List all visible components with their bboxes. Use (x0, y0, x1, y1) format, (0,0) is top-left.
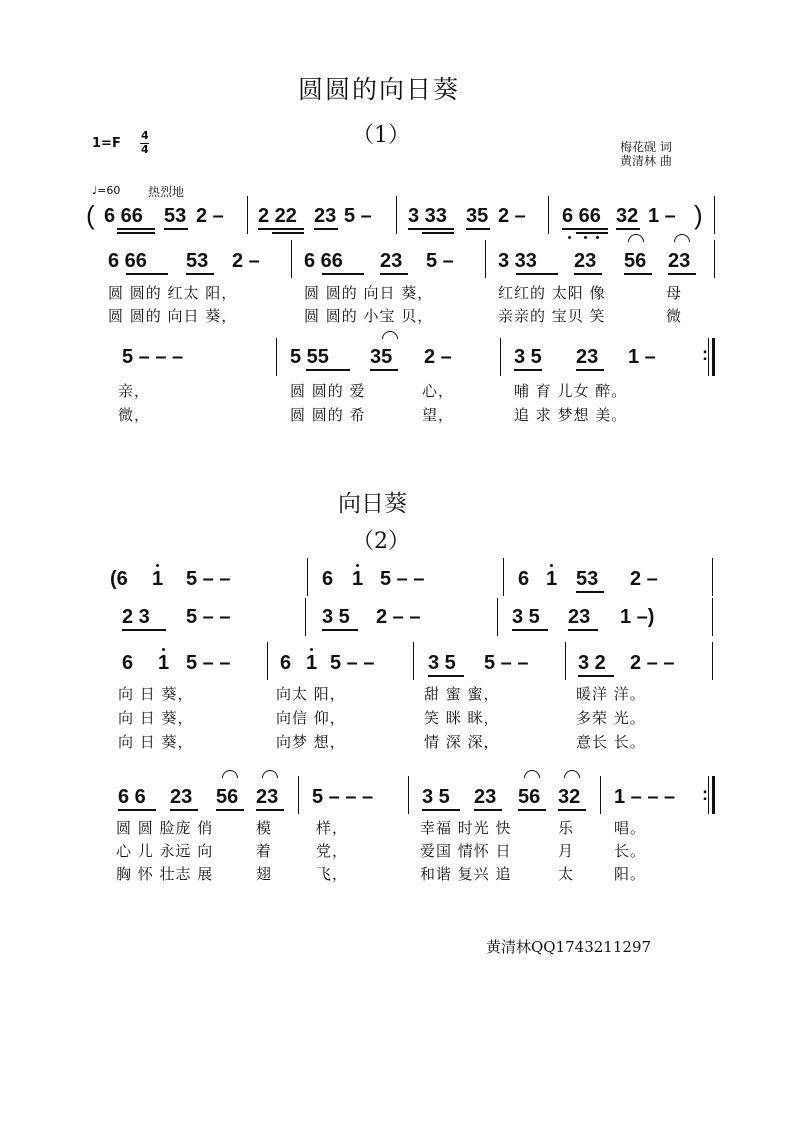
lyric-line: 微 (666, 307, 683, 325)
bar-line (708, 338, 709, 376)
slur-mark (674, 234, 690, 242)
beam-underline (170, 809, 198, 811)
beam-underline (370, 369, 398, 371)
note-group: 53 (186, 250, 209, 272)
note-group: 2 – (424, 346, 452, 368)
bar-line (712, 598, 713, 636)
note-group: 6 (322, 568, 334, 590)
lyric-line: 亲亲的 宝贝 笑 (498, 307, 606, 325)
expression-marking: 热烈地 (148, 185, 185, 199)
lyric-line: 月 (558, 842, 575, 860)
beam-underline (668, 273, 696, 275)
bar-line (408, 776, 409, 814)
slur-mark (524, 770, 540, 778)
lyric-line: 长。 (614, 842, 647, 860)
note-group: 5 – – – (122, 346, 184, 368)
final-bar-line (712, 338, 715, 376)
intro-open-paren: ( (86, 200, 95, 230)
lyric-line: 母 (666, 284, 683, 302)
note-group: 5 – – (330, 652, 375, 674)
lyric-line: 向梦 想， (276, 733, 346, 751)
note-group: 56 (624, 250, 647, 272)
lyric-line: 样， (316, 819, 349, 837)
part-1-label: （1） (352, 123, 410, 148)
note-group: 23 (170, 786, 193, 808)
lyric-line: 翅 (256, 865, 273, 883)
bar-line (600, 776, 601, 814)
repeat-dots: : (702, 344, 708, 364)
note-group: (6 (110, 568, 128, 590)
note-group: 56 (216, 786, 239, 808)
note-group: 3 33 (498, 250, 537, 272)
lyric-line: 哺 育 儿女 醉。 (514, 382, 628, 400)
note-group: 5 – – (484, 652, 529, 674)
slur-mark (564, 770, 580, 778)
beam-underline (117, 228, 155, 230)
high-octave-dot (156, 564, 159, 567)
part-2-label: （2） (352, 529, 410, 554)
beam-underline (216, 809, 244, 811)
beam-underline (256, 809, 284, 811)
note-group: 3 33 (408, 205, 447, 227)
note-group: 1 – – – (614, 786, 676, 808)
lyric-line: 心， (422, 382, 455, 400)
slur-mark (628, 234, 644, 242)
note-group: 6 66 (104, 205, 143, 227)
high-octave-dot (310, 648, 313, 651)
note-group: 6 6 (118, 786, 146, 808)
note-group: 53 (164, 205, 187, 227)
beam-underline (514, 369, 542, 371)
bar-line (714, 196, 715, 234)
lyric-line: 多荣 光。 (576, 709, 646, 727)
low-octave-dot (584, 236, 587, 239)
beam-underline (428, 675, 464, 677)
note-group: 1 – (628, 346, 656, 368)
beam-underline (422, 809, 460, 811)
time-signature-bottom: 4 (141, 143, 149, 156)
beam-underline (408, 228, 454, 230)
beam-underline (624, 273, 652, 275)
note-group: 3 5 (514, 346, 542, 368)
bar-line (503, 558, 504, 596)
note-group: 2 – (630, 568, 658, 590)
note-group: 2 – (232, 250, 260, 272)
lyric-line: 圆 圆的 向日 葵， (108, 307, 238, 325)
high-octave-dot (356, 564, 359, 567)
low-octave-dot (568, 236, 571, 239)
note-group: 2 – – (376, 606, 421, 628)
lyric-line: 向信 仰， (276, 709, 346, 727)
note-group: 3 5 (428, 652, 456, 674)
note-group: 5 – (426, 250, 454, 272)
lyric-line: 幸福 时光 快 (420, 819, 512, 837)
note-group: 53 (576, 568, 599, 590)
beam-underline (568, 629, 598, 631)
beam-underline (422, 232, 454, 234)
note-group: 1 (152, 568, 164, 590)
bar-line (565, 642, 566, 680)
note-group: 5 – (344, 205, 372, 227)
note-group: 23 (568, 606, 591, 628)
lyric-line: 模 (256, 819, 273, 837)
beam-underline (516, 273, 558, 275)
bar-line (497, 598, 498, 636)
lyric-line: 意长 长。 (576, 733, 646, 751)
lyric-line: 圆 圆的 红太 阳， (108, 284, 238, 302)
composer-credit: 黄清林 曲 (620, 154, 672, 168)
note-group: 6 (518, 568, 530, 590)
lyric-line: 阳。 (614, 865, 647, 883)
lyric-line: 爱国 情怀 日 (420, 842, 512, 860)
beam-underline (126, 273, 168, 275)
lyric-line: 情 深 深， (424, 733, 500, 751)
note-group: 6 66 (562, 205, 601, 227)
bar-line (708, 776, 709, 814)
lyric-line: 乐 (558, 819, 575, 837)
bar-line (712, 558, 713, 596)
lyric-line: 追 求 梦想 美。 (514, 406, 628, 424)
beam-underline (314, 228, 338, 230)
high-octave-dot (550, 564, 553, 567)
note-group: 6 66 (108, 250, 147, 272)
note-group: 1 (352, 568, 364, 590)
note-group: 5 – – (186, 606, 231, 628)
note-group: 23 (574, 250, 597, 272)
beam-underline (122, 629, 166, 631)
beam-underline (574, 273, 602, 275)
key-signature: 1=F (92, 136, 121, 151)
slur-mark (262, 770, 278, 778)
note-group: 1 (158, 652, 170, 674)
note-group: 1 – (648, 205, 676, 227)
bar-line (298, 776, 299, 814)
note-group: 6 (280, 652, 292, 674)
bar-line (500, 338, 501, 376)
lyric-line: 圆 圆的 向日 葵， (304, 284, 434, 302)
slur-mark (382, 331, 398, 339)
note-group: 5 – – (380, 568, 425, 590)
bar-line (305, 598, 306, 636)
note-group: 5 55 (290, 346, 329, 368)
lyric-line: 向太 阳， (276, 685, 346, 703)
note-group: 5 – – (186, 652, 231, 674)
note-group: 23 (380, 250, 403, 272)
intro-close-paren: ) (694, 200, 703, 230)
note-group: 3 5 (322, 606, 350, 628)
note-group: 2 22 (258, 205, 297, 227)
note-group: 6 (122, 652, 134, 674)
lyric-line: 唱。 (614, 819, 647, 837)
lyric-line: 微， (118, 406, 151, 424)
lyric-line: 望， (422, 406, 455, 424)
beam-underline (562, 228, 608, 230)
high-octave-dot (162, 648, 165, 651)
beam-underline (474, 809, 502, 811)
lyric-line: 圆 圆 脸庞 俏 (116, 819, 214, 837)
note-group: 56 (518, 786, 541, 808)
note-group: 23 (668, 250, 691, 272)
song-title: 圆圆的向日葵 (298, 75, 461, 104)
note-group: 2 – – (630, 652, 675, 674)
beam-underline (186, 273, 214, 275)
lyric-line: 心 儿 永远 向 (116, 842, 214, 860)
beam-underline (118, 809, 156, 811)
lyric-line: 着 (256, 842, 273, 860)
lyric-line: 亲， (118, 382, 151, 400)
beam-underline (164, 228, 188, 230)
lyric-line: 暖洋 洋。 (576, 685, 646, 703)
bar-line (548, 196, 549, 234)
note-group: 23 (314, 205, 337, 227)
beam-underline (322, 273, 364, 275)
lyric-line: 笑 眯 眯， (424, 709, 500, 727)
bar-line (485, 240, 486, 278)
note-group: 6 66 (304, 250, 343, 272)
beam-underline (466, 228, 490, 230)
author-signature: 黄清林QQ1743211297 (486, 938, 652, 956)
bar-line (291, 240, 292, 278)
bar-line (267, 642, 268, 680)
beam-underline (616, 228, 640, 230)
lyric-line: 飞， (316, 865, 349, 883)
lyric-line: 向 日 葵， (118, 709, 194, 727)
bar-line (247, 196, 248, 234)
bar-line (413, 642, 414, 680)
slur-mark (222, 770, 238, 778)
time-signature-top: 4 (141, 129, 149, 142)
note-group: 1 –) (620, 606, 655, 628)
tempo-marking: ♩=60 (92, 184, 121, 197)
beam-underline (578, 675, 614, 677)
bar-line (714, 240, 715, 278)
lyric-line: 圆 圆的 爱 (290, 382, 366, 400)
lyric-line: 向 日 葵， (118, 685, 194, 703)
note-group: 3 2 (578, 652, 606, 674)
repeat-dots: : (702, 784, 708, 804)
beam-underline (306, 369, 350, 371)
note-group: 2 – (498, 205, 526, 227)
note-group: 1 (546, 568, 558, 590)
note-group: 5 – – (186, 568, 231, 590)
note-group: 23 (474, 786, 497, 808)
final-bar-line (712, 776, 715, 814)
lyric-line: 胸 怀 壮志 展 (116, 865, 214, 883)
note-group: 1 (306, 652, 318, 674)
beam-underline (576, 369, 604, 371)
note-group: 23 (256, 786, 279, 808)
note-group: 2 – (196, 205, 224, 227)
note-group: 32 (558, 786, 581, 808)
lyric-line: 圆 圆的 希 (290, 406, 366, 424)
beam-underline (258, 228, 304, 230)
beam-underline (322, 629, 358, 631)
bar-line (307, 558, 308, 596)
beam-underline (512, 629, 548, 631)
bar-line (396, 196, 397, 234)
low-octave-dot (596, 236, 599, 239)
beam-underline (380, 273, 408, 275)
note-group: 5 – – – (312, 786, 374, 808)
beam-underline (558, 809, 586, 811)
note-group: 2 3 (122, 606, 150, 628)
bar-line (712, 642, 713, 680)
beam-underline (576, 591, 604, 593)
beam-underline (518, 809, 546, 811)
note-group: 3 5 (512, 606, 540, 628)
bar-line (276, 338, 277, 376)
lyric-line: 党， (316, 842, 349, 860)
section-2-title: 向日葵 (338, 491, 407, 517)
lyricist-credit: 梅花砚 词 (620, 140, 672, 154)
beam-underline (576, 232, 608, 234)
note-group: 3 5 (422, 786, 450, 808)
lyric-line: 太 (558, 865, 575, 883)
lyric-line: 和谐 复兴 追 (420, 865, 512, 883)
lyric-line: 向 日 葵， (118, 733, 194, 751)
note-group: 23 (576, 346, 599, 368)
lyric-line: 圆 圆的 小宝 贝， (304, 307, 434, 325)
note-group: 35 (466, 205, 489, 227)
beam-underline (117, 232, 155, 234)
lyric-line: 甜 蜜 蜜， (424, 685, 500, 703)
lyric-line: 红红的 太阳 像 (498, 284, 606, 302)
note-group: 32 (616, 205, 639, 227)
beam-underline (272, 232, 304, 234)
note-group: 35 (370, 346, 393, 368)
